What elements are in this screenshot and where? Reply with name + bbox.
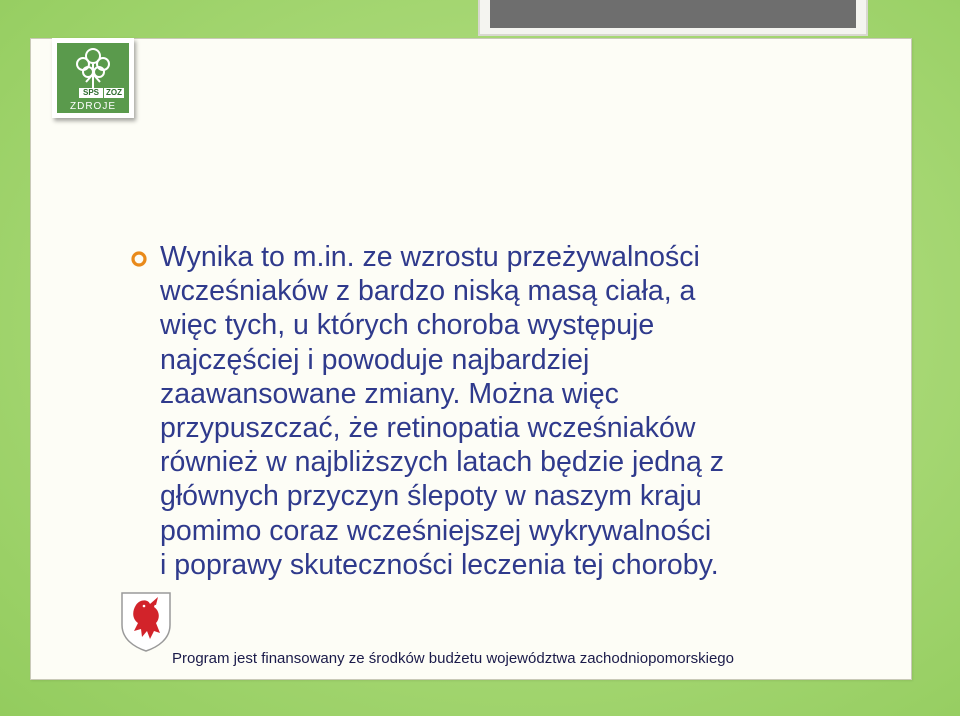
top-strip-band	[490, 0, 856, 28]
logo-text-sps: SPS	[82, 88, 99, 97]
logo-text-zdroje: ZDROJE	[57, 100, 129, 113]
circle-bullet-icon	[131, 251, 147, 267]
griffin-coat-of-arms-icon	[120, 591, 172, 653]
main-paragraph: Wynika to m.in. ze wzrostu przeżywalności wcześniaków z bardzo niską masą ciała, a więc tych, u których choroba występuje najczęściej i powoduje najbardziej zaawansowane zmiany. Można więc przypuszczać, że retinopatia wcześniaków również w najbliższych latach będzie jedną z głównych przyczyn ślepoty w naszym kraju pomimo coraz wcześniejszej wykrywalności i poprawy skuteczności leczenia tej choroby.	[160, 241, 724, 581]
sps-zoz-zdroje-logo	[52, 38, 134, 118]
logo-text-zoz: ZOZ	[106, 88, 122, 97]
top-decorative-strip	[478, 0, 868, 36]
tree-icon	[70, 44, 116, 90]
footer-funding-note: Program jest finansowany ze środków budżetu województwa zachodniopomorskiego	[172, 650, 734, 667]
